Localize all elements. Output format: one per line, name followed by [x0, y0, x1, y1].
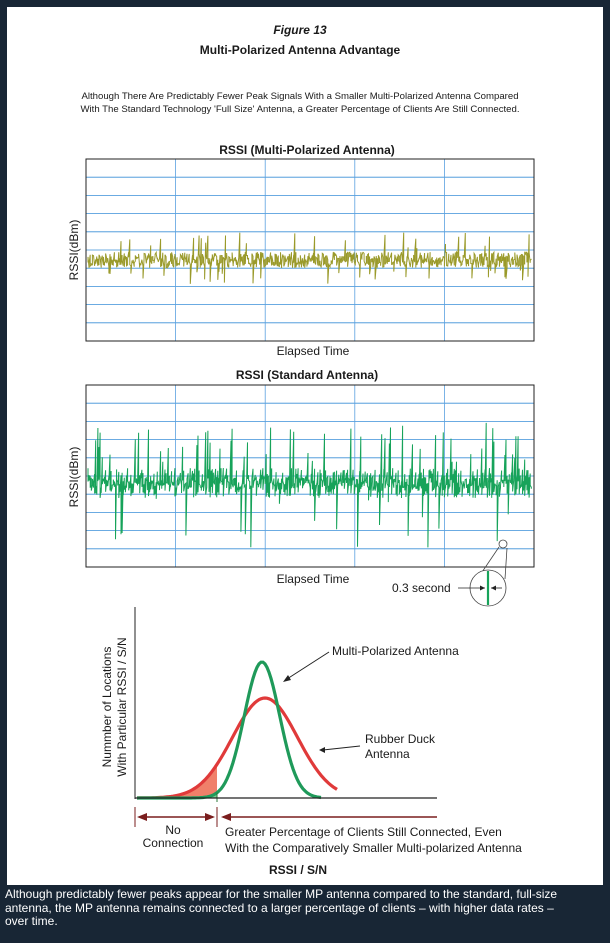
caption-line-3: over time.: [5, 914, 58, 928]
chart1-ylabel: RSSI(dBm): [67, 219, 81, 281]
chart2-grid: [86, 385, 534, 567]
chart1-xlabel: Elapsed Time: [276, 344, 350, 358]
rd-antenna-label-1: Rubber Duck: [365, 732, 436, 746]
zoom-source-circle: [499, 540, 507, 548]
chart1-grid: [86, 159, 534, 341]
mp-pointer-line: [287, 652, 329, 679]
figure-caption: [5, 888, 605, 929]
zoom-line-right: [505, 548, 507, 579]
zoom-label: 0.3 second: [392, 581, 451, 595]
chart2-xlabel: Elapsed Time: [276, 572, 350, 586]
figure-canvas: [7, 7, 603, 885]
figure-title: Multi-Polarized Antenna Advantage: [199, 43, 401, 57]
caption-line-1: Although predictably fewer peaks appear for the smaller MP antenna compared to the standard, full-size: [5, 887, 558, 901]
caption-line-2: antenna, the MP antenna remains connected to a larger percentage of clients – with higher data rates –: [5, 900, 554, 915]
mp-pointer-head: [283, 675, 291, 682]
connected-arrow-head: [221, 813, 231, 821]
dist-ylabel-2: With Particular RSSI / S/N: [115, 637, 129, 777]
connected-label-2: With the Comparatively Smaller Multi-polarized Antenna: [225, 841, 522, 855]
dist-ylabel-1: Nummber of Locations: [100, 646, 114, 768]
chart-mp-rssi: [67, 143, 534, 358]
chart-std-rssi: [67, 368, 534, 606]
subtitle-line-1: Although There Are Predictably Fewer Peak Signals With a Smaller Multi-Polarized Antenna Compared: [81, 91, 519, 102]
rd-pointer-line: [323, 746, 360, 750]
connected-label-1: Greater Percentage of Clients Still Connected, Even: [225, 825, 502, 839]
rd-pointer-head: [319, 747, 325, 753]
no-connection-label-1: No: [165, 823, 181, 837]
no-conn-arrow-right: [205, 813, 215, 821]
chart-distribution: [100, 607, 522, 877]
chart1-title: RSSI (Multi-Polarized Antenna): [219, 143, 395, 157]
chart2-title: RSSI (Standard Antenna): [235, 368, 379, 382]
mp-antenna-label: Multi-Polarized Antenna: [332, 644, 459, 658]
figure-panel: [7, 7, 603, 885]
distribution-curves: [137, 662, 337, 802]
figure-label: Figure 13: [273, 23, 327, 37]
chart2-ylabel: RSSI(dBm): [67, 446, 81, 508]
no-connection-label-2: Connection: [142, 836, 204, 850]
rd-antenna-label-2: Antenna: [365, 747, 410, 761]
chart1-rssi-trace: [88, 233, 531, 284]
no-conn-arrow-left: [137, 813, 147, 821]
dist-xlabel: RSSI / S/N: [268, 863, 328, 877]
zoom-callout: [392, 540, 507, 606]
chart2-rssi-trace: [88, 423, 531, 548]
subtitle-line-2: With The Standard Technology 'Full Size' Antenna, a Greater Percentage of Clients Are Still Connected.: [80, 104, 520, 115]
